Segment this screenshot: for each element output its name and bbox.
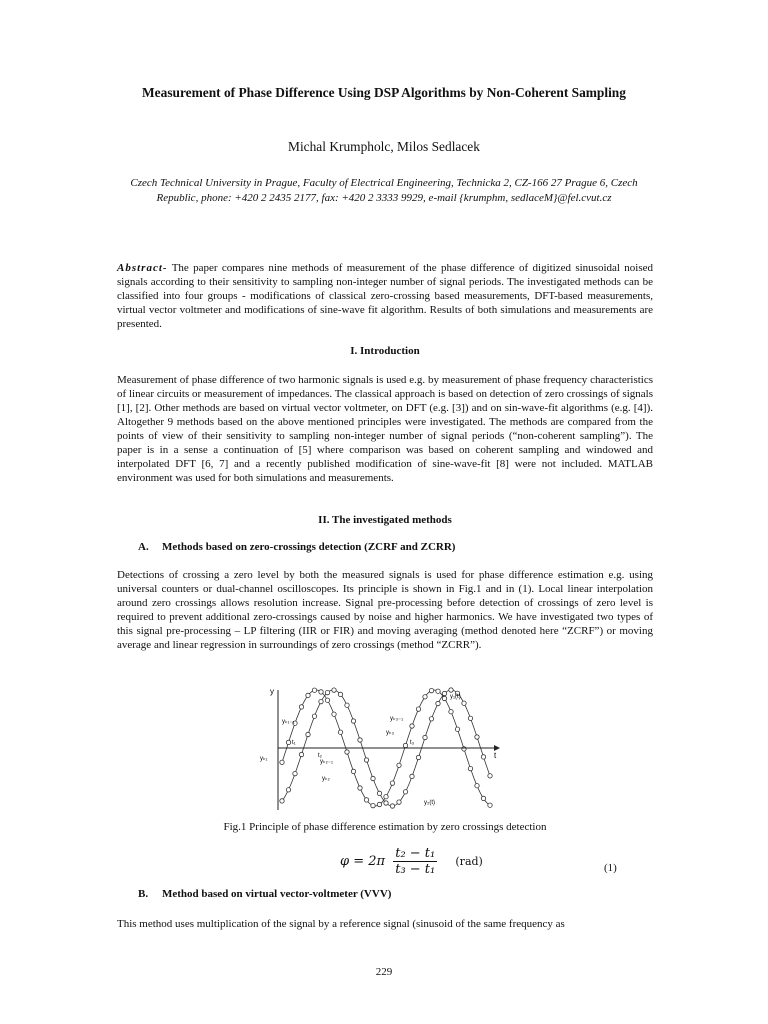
y2-sample-point (280, 799, 284, 803)
y2-sample-point (364, 758, 368, 762)
y2-sample-point (325, 690, 329, 694)
equation-numerator: t₂ − t₁ (395, 846, 436, 861)
y-axis-label: y (270, 687, 274, 696)
t1-label: t₁ (292, 740, 296, 746)
t3-label: t₃ (410, 740, 415, 746)
section-heading-introduction: I. Introduction (350, 345, 420, 357)
y1-sample-point (462, 747, 466, 751)
y2-sample-point (358, 738, 362, 742)
y1-sample-point (377, 802, 381, 806)
y1-sample-point (390, 781, 394, 785)
subsection-title: Methods based on zero-crossings detection (ZCRF and ZCRR) (162, 541, 456, 553)
y2-sample-point (449, 688, 453, 692)
y2-sample-point (481, 755, 485, 759)
yk2-minus-label: yₖ₂₋₁ (320, 759, 334, 765)
subsection-a-paragraph: Detections of crossing a zero level by both the measured signals is used for phase difference estimation e.g. using universal counters or dual-channel oscilloscopes. Its principle is shown in Fig.1 and in (1). Local linear interpolation around zero crossings allows resolution increase. Signal pre-processing before detection of crossings of zero level is required to prevent additional zero-crossings caused by noise and higher harmonics. We have investigated two types of this signal pre-processing – LP filtering (IIR or FIR) and moving averaging (method denoted here “ZCRF”) or moving average and linear regression in surroundings of zero crossings (method “ZCRR”). (117, 569, 653, 651)
subsection-title: Method based on virtual vector-voltmeter (VVV) (162, 888, 392, 900)
y2-label: y₂(t) (424, 800, 435, 806)
yk1-minus-label: yₖ₁₋₁ (282, 719, 295, 725)
y1-sample-point (332, 712, 336, 716)
paper-title: Measurement of Phase Difference Using DSP Algorithms by Non-Coherent Sampling (142, 85, 626, 100)
y2-sample-point (429, 717, 433, 721)
y1-sample-point (351, 769, 355, 773)
y2-sample-point (488, 774, 492, 778)
y1-sample-point (325, 698, 329, 702)
y1-sample-point (280, 760, 284, 764)
equation-fraction (393, 846, 437, 877)
yk3-label: yₖ₃ (386, 730, 394, 736)
subsection-heading-a (138, 541, 455, 553)
abstract (117, 261, 653, 331)
y1-sample-point (312, 688, 316, 692)
y1-sample-point (481, 796, 485, 800)
y1-sample-point (403, 743, 407, 747)
author-affiliation: Czech Technical University in Prague, Faculty of Electrical Engineering, Technicka 2, CZ-166 27 Prague 6, Czech Republic, phone: +420 2 2435 2177, fax: +420 2 3333 9929, e-mail {krumphm, sedlaceM}@fel.cvut.cz (130, 177, 638, 204)
equation-number: (1) (604, 862, 617, 874)
equation-denominator: t₃ − t₁ (395, 862, 436, 877)
y1-sample-point (468, 766, 472, 770)
y1-sample-point (319, 690, 323, 694)
y1-sample-point (429, 688, 433, 692)
abstract-label: Abstract- (117, 262, 168, 274)
yk2-label: yₖ₂ (322, 776, 330, 782)
abstract-text: The paper compares nine methods of measurement of the phase difference of digitized sinusoidal noised signals according to their sensitivity to sampling non-integer number of signal periods. The investigated methods can be classified into four groups - modifications of classical zero-crossing based measurements, DFT-based measurements, virtual vector voltmeter and modifications of sine-wave fit algorithm. Results of both simulations and measurements are presented. (117, 262, 653, 330)
subsection-number: A. (138, 541, 149, 553)
subsection-number: B. (138, 888, 149, 900)
subsection-heading-b (138, 888, 391, 900)
y1-sample-point (306, 693, 310, 697)
y2-sample-point (410, 774, 414, 778)
y2-sample-point (462, 701, 466, 705)
y1-sample-point (364, 798, 368, 802)
y2-sample-point (423, 735, 427, 739)
y2-sample-point (442, 691, 446, 695)
paper-authors: Michal Krumpholc, Milos Sedlacek (288, 139, 480, 154)
y1-sample-point (345, 750, 349, 754)
y1-sample-point (286, 740, 290, 744)
y2-sample-point (377, 791, 381, 795)
y2-sample-point (319, 699, 323, 703)
y2-sample-point (475, 735, 479, 739)
y1-sample-point (442, 696, 446, 700)
equation-1 (340, 846, 483, 877)
y1-sample-point (455, 727, 459, 731)
introduction-paragraph: Measurement of phase difference of two harmonic signals is used e.g. by measurement of phase frequency characteristics of linear circuits or measurement of impedances. The classical approach is based on detection of zero crossings of signals [1], [2]. Other methods are based on virtual vector voltmeter, on DFT (e.g. [3]) and on sin-wave-fit algorithms (e.g. [4]). Altogether 9 methods based on the above mentioned principles were investigated. The methods are compared from the points of view of their sensitivity to sampling non-integer number of signal periods (“non-coherent sampling”). The paper is in a sense a continuation of [5] where comparison was based on coherent sampling and windowed and interpolated DFT [6, 7] and a recently published modification of sine-wave-fit [8] were not included. MATLAB environment was used for both simulations and measurements. (117, 374, 653, 484)
figure-zero-crossings (252, 678, 524, 812)
y2-sample-point (403, 790, 407, 794)
y2-sample-point (351, 719, 355, 723)
figure-caption: Fig.1 Principle of phase difference estimation by zero crossings detection (223, 821, 547, 833)
y2-sample-point (293, 771, 297, 775)
y2-sample-point (416, 755, 420, 759)
y2-sample-point (312, 714, 316, 718)
y1-label: y₁(t) (450, 694, 461, 700)
t-axis-label: t (494, 751, 497, 760)
section-heading-methods: II. The investigated methods (318, 514, 452, 526)
y2-sample-point (299, 752, 303, 756)
y1-sample-point (488, 803, 492, 807)
equation-lhs: φ = 2π (340, 854, 386, 869)
y1-sample-point (410, 724, 414, 728)
y2-sample-point (286, 788, 290, 792)
page-number: 229 (375, 966, 393, 978)
y1-sample-point (436, 689, 440, 693)
y1-sample-point (475, 784, 479, 788)
subsection-b-paragraph: This method uses multiplication of the signal by a reference signal (sinusoid of the same frequency as (117, 918, 565, 930)
y2-sample-point (436, 701, 440, 705)
y1-sample-point (338, 730, 342, 734)
y2-sample-point (338, 692, 342, 696)
y1-sample-point (416, 707, 420, 711)
y1-sample-point (423, 695, 427, 699)
y1-sample-point (397, 763, 401, 767)
y2-sample-point (306, 732, 310, 736)
y2-sample-point (390, 804, 394, 808)
y2-sample-point (384, 801, 388, 805)
y1-sample-point (299, 705, 303, 709)
y2-sample-point (332, 688, 336, 692)
y1-sample-point (384, 795, 388, 799)
y1-sample-point (449, 710, 453, 714)
y2-sample-point (371, 776, 375, 780)
y2-sample-point (345, 703, 349, 707)
t2-label: t₂ (318, 753, 322, 759)
y2-sample-point (468, 716, 472, 720)
equation-unit: (rad) (455, 855, 483, 868)
yk3-minus-label: yₖ₃₋₁ (390, 716, 404, 722)
y1-sample-point (371, 803, 375, 807)
y1-sample-point (358, 786, 362, 790)
yk1-label: yₖ₁ (260, 756, 268, 762)
y2-sample-point (397, 800, 401, 804)
